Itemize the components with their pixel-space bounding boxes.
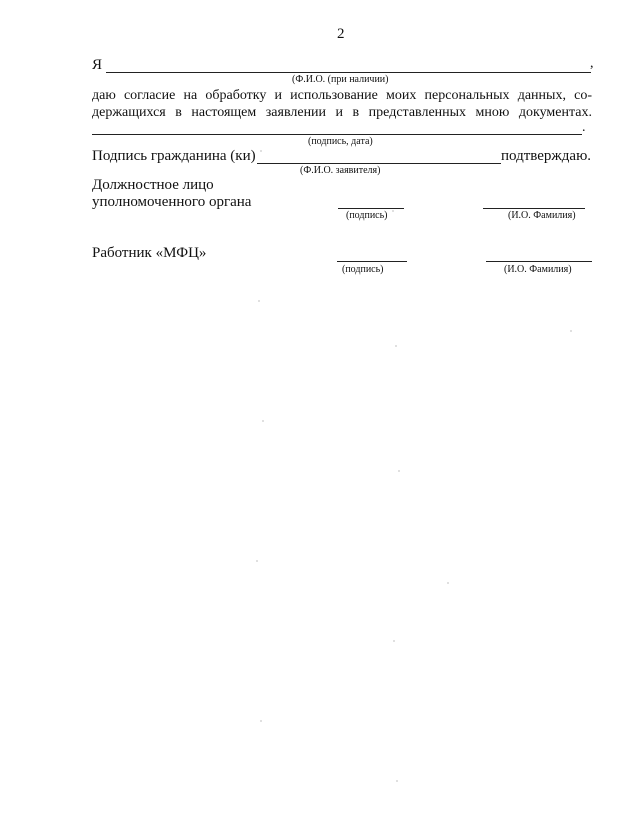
mfc-name-caption: (И.О. Фамилия) bbox=[504, 264, 572, 275]
page-number: 2 bbox=[337, 26, 345, 42]
mfc-signature-underline bbox=[337, 261, 407, 262]
sign-date-underline bbox=[92, 134, 582, 135]
official-name-caption: (И.О. Фамилия) bbox=[508, 210, 576, 221]
citizen-signature-label: Подпись гражданина (ки) bbox=[92, 148, 256, 164]
official-signature-underline bbox=[338, 208, 404, 209]
citizen-caption: (Ф.И.О. заявителя) bbox=[300, 165, 381, 176]
consent-text-line-2: держащихся в настоящем заявлении и в представленных мною документах. bbox=[92, 105, 592, 120]
consent-text-line-1: даю согласие на обработку и использование моих персональных данных, со- bbox=[92, 88, 592, 103]
official-name-underline bbox=[483, 208, 585, 209]
official-signature-caption: (подпись) bbox=[346, 210, 388, 221]
mfc-signature-caption: (подпись) bbox=[342, 264, 384, 275]
official-label-line-1: Должностное лицо bbox=[92, 177, 214, 193]
official-label-line-2: уполномоченного органа bbox=[92, 194, 252, 210]
citizen-name-underline bbox=[257, 163, 501, 164]
citizen-confirm-text: подтверждаю. bbox=[501, 148, 592, 164]
fio-underline bbox=[106, 72, 591, 73]
mfc-worker-label: Работник «МФЦ» bbox=[92, 245, 207, 261]
consent-comma: , bbox=[590, 56, 594, 71]
fio-caption: (Ф.И.О. (при наличии) bbox=[292, 74, 389, 85]
sign-date-period: . bbox=[582, 120, 586, 135]
consent-prefix: Я bbox=[92, 57, 103, 73]
sign-date-caption: (подпись, дата) bbox=[308, 136, 373, 147]
mfc-name-underline bbox=[486, 261, 592, 262]
